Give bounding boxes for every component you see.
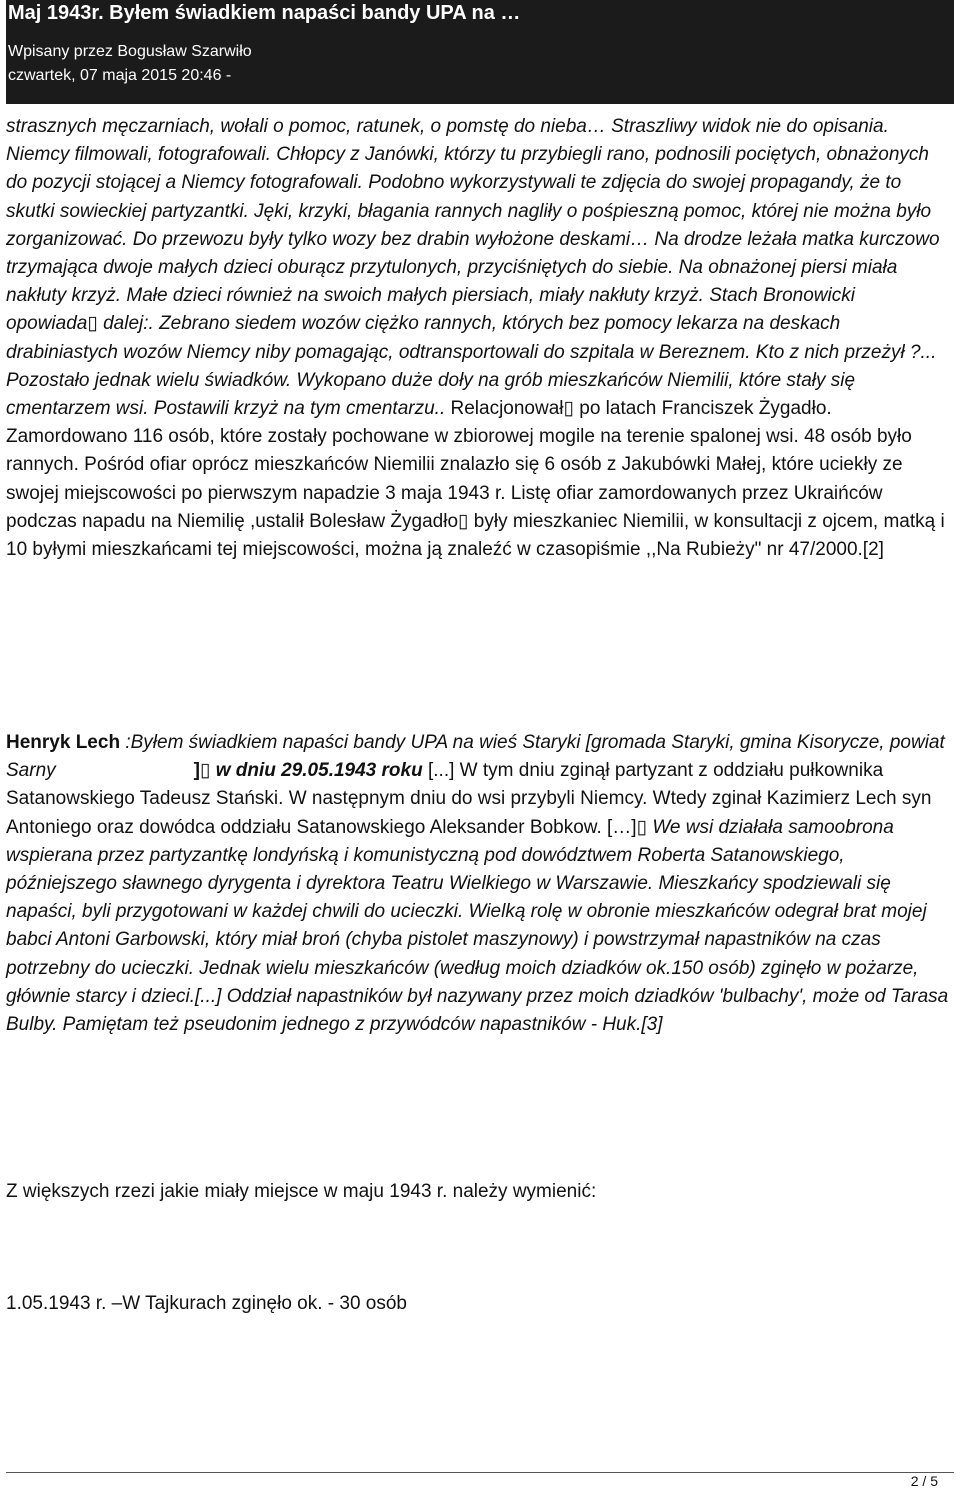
glyph-box: ▯ <box>458 510 469 532</box>
text-span: strasznych męczarniach, wołali o pomoc, ratunek, o pomstę do nieba… Straszliwy widok nie do opisania. Niemcy filmowali, fotografowali. Chłopcy z Janówki, którzy tu przybiegli rano, podnosili pociętych, obnażonych do pozycji stojącej a Niemcy fotografowali. Podobno wykorzystywali te zdjęcia do swojej propagandy, że to skutki sowieckiej partyzantki. Jęki, krzyki, błagania rannych nagliły o pośpieszną pomoc, której nie można było zorganizować. Do przewozu były tylko wozy bez drabin wyłożone deskami… Na drodze leżała matka kurczowo trzymająca dwoje małych dzieci oburącz przytulonych, przyciśniętych do siebie. Na obnażonej piersi miała nakłuty krzyż. Małe dzieci również na swoich małych piersiach, miały nakłuty krzyż. Stach Bronowicki opowiada <box>6 116 940 335</box>
glyph-box: ▯ <box>87 313 98 335</box>
text-span: Relacjonował <box>445 398 564 420</box>
text-span: We wsi działała samoobrona wspierana przez partyzantkę londyńską i komunistyczną pod dowództwem Roberta Satanowskiego, późniejszego sławnego dyrygenta i dyrektora Teatru Wielkiego w Warszawie. Mieszkańcy spodziewali się napaści, byli przygotowani w każdej chwili do ucieczki. Wielką rolę w obronie mieszkańców odegrał brat mojej babci Antoni Garbowski, który miał broń (chyba pistolet maszynowy) i powstrzymał napastników na czas potrzebny do ucieczki. Jednak wielu mieszkańców (według moich dziadków ok.150 osób) zginęło w pożarze, głównie starcy i dzieci.[...] Oddział napastników był nazywany przez moich dziadków 'bulbachy', może od Tarasa Bulby. Pamiętam też pseudonim jednego z przywódców napastników - Huk.[3] <box>6 816 949 1036</box>
glyph-box: ▯ <box>563 398 574 420</box>
paragraph-testimony-niemilia <box>6 113 952 564</box>
text-span: ] <box>193 760 200 782</box>
date-line: czwartek, 07 maja 2015 20:46 - <box>8 67 232 84</box>
glyph-box: ▯ <box>199 760 211 782</box>
text-span: były mieszkaniec Niemilii, w konsultacji z ojcem, matką i 10 byłymi mieszkańcami tej miejscowości, można ją znaleźć w czasopiśmie ,,Na Rubieży" nr 47/2000.[2] <box>6 510 945 561</box>
paragraph-testimony-lech <box>6 729 952 1039</box>
paragraph-massacre-entry: 1.05.1943 r. –W Tajkurach zginęło ok. - 30 osób <box>6 1293 408 1314</box>
text-span: po latach Franciszek Żygadło. <box>573 398 832 420</box>
text-span: [...] W tym dniu zginął partyzant z oddziału pułkownika Satanowskiego Tadeusz Stański. W następnym dniu do wsi przybyli Niemcy. Wtedy zginał Kazimierz Lech syn Antoniego oraz dowódca oddziału Satanowskiego Aleksander Bobkow. […] <box>6 760 932 838</box>
text-span: Zamordowano 116 osób, które zostały pochowane w zbiorowej mogile na terenie spalonej wsi. 48 osób było rannych. Pośród ofiar oprócz mieszkańców Niemilii znalazło się 6 osób z Jakubówki Małej, które uciekły ze swojej miejscowości po pierwszym napadzie 3 maja 1943 r. Listę ofiar zamordowanych przez Ukraińców podczas napadu na Niemilię ,ustalił Bolesław Żygadło <box>6 426 912 532</box>
event-date: w dniu 29.05.1943 roku <box>210 760 423 782</box>
text-span: :Byłem świadkiem napaści bandy UPA na wieś Staryki [gromada Staryki, gmina Kisorycze, powiat Sarny <box>6 732 945 782</box>
author-line: Wpisany przez Bogusław Szarwiło <box>8 43 252 60</box>
paragraph-massacres-intro: Z większych rzezi jakie miały miejsce w maju 1943 r. należy wymienić: <box>6 1181 597 1202</box>
text-span: dalej:. Zebrano siedem wozów ciężko rannych, których bez pomocy lekarza na deskach drabiniastych wozów Niemcy niby pomagając, odtransportowali do szpitala w Bereznem. Kto z nich przeżył ?... Pozostało jednak wielu świadków. Wykopano duże doły na grób mieszkańców Niemilii, które stały się cmentarzem wsi. Postawili krzyż na tym cmentarzu.. <box>6 313 937 420</box>
footer-divider <box>6 1472 954 1473</box>
witness-name: Henryk Lech <box>6 732 121 753</box>
document-header <box>6 0 954 104</box>
document-title: Maj 1943r. Byłem świadkiem napaści bandy UPA na … <box>8 2 521 24</box>
page-number: 2 / 5 <box>910 1473 938 1489</box>
glyph-box: ▯ <box>636 816 648 838</box>
